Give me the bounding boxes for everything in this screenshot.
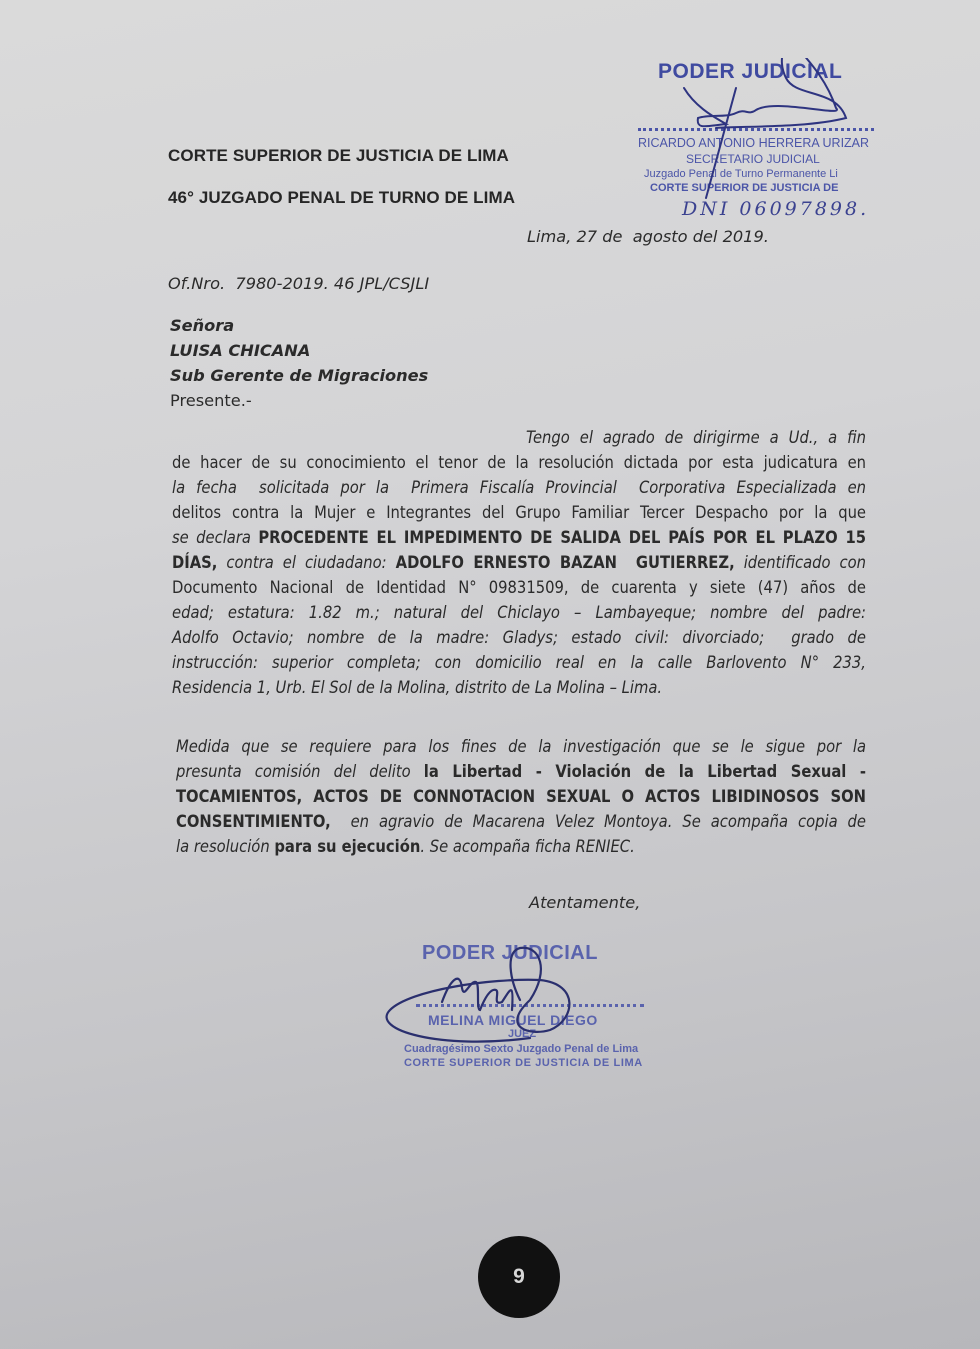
page-number-badge	[478, 1236, 560, 1318]
paragraph-line	[172, 550, 866, 575]
text-run: en agravio de Macarena Velez Montoya. Se acompaña copia de	[330, 812, 866, 831]
stamp-office: Juzgado Penal de Turno Permanente Li	[644, 168, 838, 180]
recipient-salutation: Señora	[170, 316, 235, 335]
paragraph-line	[176, 759, 866, 784]
text-run: ADOLFO ERNESTO BAZAN GUTIERREZ,	[395, 553, 735, 572]
text-run: instrucción: superior completa; con domicilio real en la calle Barlovento N° 233,	[172, 653, 866, 672]
paragraph-line	[176, 734, 866, 759]
text-run: se declara	[172, 528, 259, 547]
paragraph-line	[176, 784, 866, 809]
text-run: la Libertad - Violación de la Libertad Sexual -	[423, 762, 866, 781]
stamp-title: PODER JUDICIAL	[422, 942, 598, 964]
court-office: 46° JUZGADO PENAL DE TURNO DE LIMA	[168, 188, 516, 207]
text-run: Tengo el agrado de dirigirme a Ud., a fin	[526, 428, 866, 447]
reference-number: Of.Nro. 7980-2019. 46 JPL/CSJLI	[168, 274, 430, 293]
paragraph-line	[172, 650, 866, 675]
text-run: la resolución	[176, 837, 275, 856]
text-run: contra el ciudadano:	[217, 553, 396, 572]
stamp-court: CORTE SUPERIOR DE JUSTICIA DE	[650, 182, 839, 194]
text-run: TOCAMIENTOS, ACTOS DE CONNOTACION SEXUAL O ACTOS LIBIDINOSOS SON	[176, 787, 866, 806]
judge-stamp	[380, 940, 660, 1075]
paragraph-line	[172, 625, 866, 650]
paragraph-line	[172, 575, 866, 600]
text-run: edad; estatura: 1.82 m.; natural del Chiclayo – Lambayeque; nombre del padre:	[172, 603, 866, 622]
stamp-name: RICARDO ANTONIO HERRERA URIZAR	[638, 136, 870, 150]
text-run: . Se acompaña ficha RENIEC.	[420, 837, 635, 856]
text-run: para su ejecución	[274, 837, 421, 856]
text-run: identificado con	[734, 553, 867, 572]
text-run: CONSENTIMIENTO,	[176, 812, 331, 831]
paragraph-line	[172, 425, 866, 450]
text-run: la fecha solicitada por la Primera Fiscalía Provincial Corporativa Especializada en	[172, 478, 866, 497]
handwritten-id: DNI 06097898.	[682, 198, 870, 220]
stamp-court: CORTE SUPERIOR DE JUSTICIA DE LIMA	[404, 1057, 643, 1069]
closing: Atentamente,	[529, 893, 641, 912]
stamp-name: MELINA MIGUEL DIEGO	[428, 1012, 598, 1028]
text-run: delitos contra la Mujer e Integrantes del Grupo Familiar Tercer Despacho por la que	[172, 503, 866, 522]
page-number: 9	[513, 1265, 525, 1288]
body-paragraph-2	[176, 734, 866, 859]
judge-signature	[380, 940, 660, 1075]
body-paragraph-1	[172, 425, 866, 700]
secretary-stamp	[636, 58, 886, 228]
paragraph-line	[172, 475, 866, 500]
paragraph-line	[172, 675, 866, 700]
paragraph-line	[172, 525, 866, 550]
paragraph-line	[172, 450, 866, 475]
text-run: PROCEDENTE EL IMPEDIMENTO DE SALIDA DEL PAÍS POR EL PLAZO 15	[258, 528, 866, 547]
text-run: Adolfo Octavio; nombre de la madre: Gladys; estado civil: divorciado; grado de	[172, 628, 866, 647]
letter-date: Lima, 27 de agosto del 2019.	[527, 227, 769, 246]
text-run: Documento Nacional de Identidad N° 09831509, de cuarenta y siete (47) años de	[172, 578, 866, 597]
court-name: CORTE SUPERIOR DE JUSTICIA DE LIMA	[168, 146, 509, 165]
text-run: presunta comisión del delito	[176, 762, 424, 781]
recipient-title: Sub Gerente de Migraciones	[170, 366, 429, 385]
text-run: de hacer de su conocimiento el tenor de la resolución dictada por esta judicatura en	[172, 453, 866, 472]
secretary-signature	[636, 58, 886, 228]
paragraph-line	[172, 500, 866, 525]
text-run: Residencia 1, Urb. El Sol de la Molina, distrito de La Molina – Lima.	[172, 678, 663, 697]
stamp-role: JUEZ	[508, 1028, 537, 1040]
paragraph-line	[176, 809, 866, 834]
stamp-title: PODER JUDICIAL	[658, 60, 843, 83]
paragraph-line	[172, 600, 866, 625]
paragraph-line	[176, 834, 866, 859]
stamp-office: Cuadragésimo Sexto Juzgado Penal de Lima	[404, 1043, 639, 1055]
stamp-role: SECRETARIO JUDICIAL	[686, 152, 820, 166]
recipient-name: LUISA CHICANA	[170, 341, 311, 360]
recipient-presente: Presente.-	[170, 391, 252, 410]
text-run: Medida que se requiere para los fines de la investigación que se le sigue por la	[176, 737, 866, 756]
text-run: DÍAS,	[172, 553, 218, 572]
